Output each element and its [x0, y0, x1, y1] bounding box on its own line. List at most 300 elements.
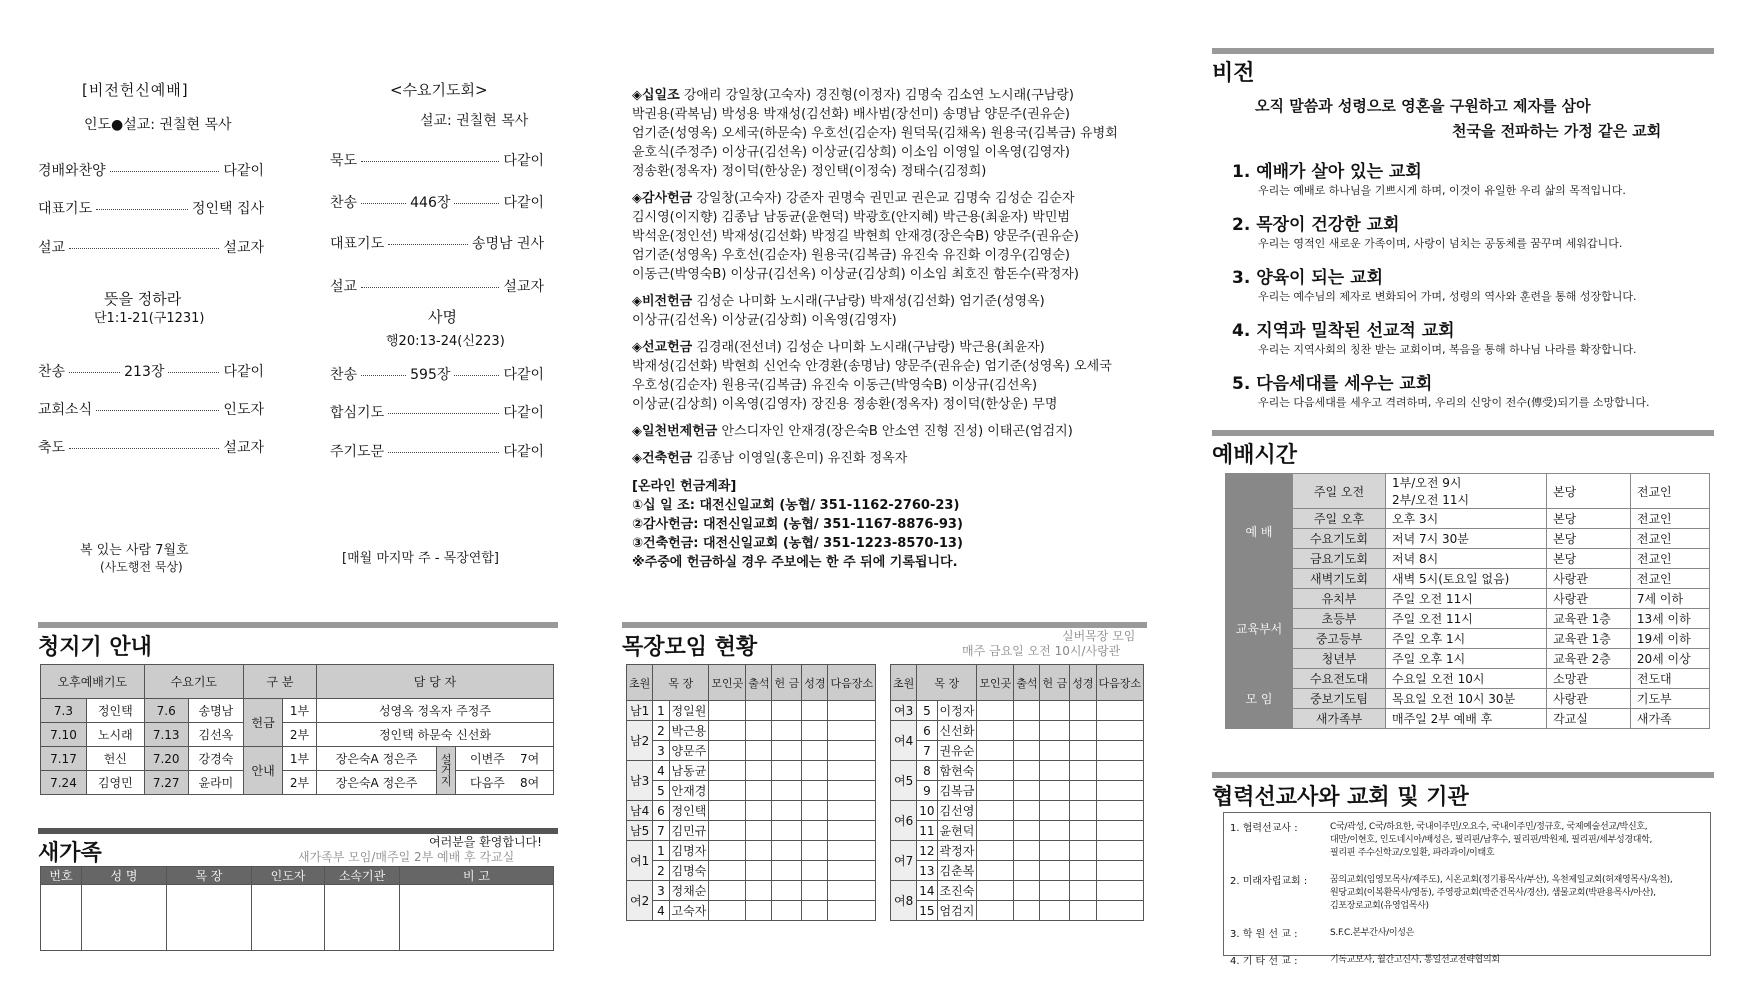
- mokjang-row: [627, 761, 876, 781]
- offering-line: [632, 143, 1152, 162]
- mokjang-entry-cell[interactable]: [1040, 761, 1070, 781]
- order-value: 다같이: [503, 444, 544, 460]
- order-item: [330, 150, 544, 170]
- offering-names: 우호성(김순자) 원용국(김복금) 유진숙 이동근(박영숙B) 이상규(김선옥): [632, 378, 1038, 393]
- offering-line: [632, 124, 1152, 143]
- offering-line: [632, 395, 1152, 414]
- mokjang-number: 7: [653, 821, 669, 841]
- worship-place: 각교실: [1547, 709, 1631, 729]
- sunday-footer-2: (사도행전 묵상): [100, 560, 183, 574]
- mokjang-entry-cell[interactable]: [709, 801, 746, 821]
- prayer-name: 노시래: [86, 723, 144, 747]
- worship-attendees: 전도대: [1630, 669, 1709, 689]
- missions-title: 협력선교사와 교회 및 기관: [1212, 785, 1469, 810]
- mokjang-leader: 양문주: [669, 741, 709, 761]
- leader-dots: [361, 375, 406, 376]
- mokjang-entry-cell[interactable]: [1070, 761, 1096, 781]
- worship-place: 본당: [1547, 474, 1631, 509]
- mokjang-silver-note: 실버목장 모임: [1062, 629, 1136, 643]
- mokjang-entry-cell[interactable]: [828, 701, 876, 721]
- header-person-in-charge: 담 당 자: [316, 665, 553, 699]
- mokjang-entry-cell[interactable]: [1014, 861, 1040, 881]
- mokjang-entry-cell[interactable]: [1014, 781, 1040, 801]
- nf-header-leader: 인도자: [252, 867, 325, 885]
- worship-time: 1부/오전 9시 2부/오전 11시: [1386, 474, 1547, 509]
- mission-line: 대만/이현호, 인도네시아/배성은, 필리핀/남후수, 필리핀/박원제, 필리핀/세부성경대학,: [1330, 835, 1653, 845]
- mokjang-entry-cell[interactable]: [709, 881, 746, 901]
- mokjang-entry-cell[interactable]: [709, 721, 746, 741]
- mokjang-group: 여6: [891, 801, 917, 841]
- mokjang-entry-cell[interactable]: [772, 721, 802, 741]
- mokjang-entry-cell[interactable]: [1014, 721, 1040, 741]
- mokjang-entry-cell[interactable]: [709, 761, 746, 781]
- order-value: 다같이: [223, 163, 264, 179]
- mokjang-entry-cell[interactable]: [746, 721, 772, 741]
- worship-row: [1226, 649, 1710, 669]
- wed-sermon-title: 사명: [428, 308, 457, 326]
- offering-head: ◈감사헌금: [632, 191, 693, 206]
- order-item: [38, 437, 264, 457]
- mokjang-entry-cell[interactable]: [977, 821, 1014, 841]
- mokjang-entry-cell[interactable]: [828, 721, 876, 741]
- mokjang-entry-cell[interactable]: [1040, 861, 1070, 881]
- mokjang-entry-cell[interactable]: [1096, 801, 1144, 821]
- order-value: 다같이: [503, 153, 544, 169]
- mokjang-number: 12: [917, 841, 937, 861]
- mokjang-leader: 김명자: [669, 841, 709, 861]
- mokjang-number: 3: [653, 881, 669, 901]
- mokjang-entry-cell[interactable]: [828, 801, 876, 821]
- mokjang-entry-cell[interactable]: [709, 861, 746, 881]
- offering-line: [632, 227, 1152, 246]
- mokjang-group: 여1: [627, 841, 653, 881]
- mokjang-entry-cell[interactable]: [1040, 801, 1070, 821]
- wed-preacher: 설교: 권칠현 목사: [420, 113, 529, 129]
- mokjang-entry-cell[interactable]: [1040, 841, 1070, 861]
- mokjang-schedule: 매주 금요일 오전 10시/사랑관: [962, 644, 1121, 658]
- mokjang-entry-cell[interactable]: [772, 801, 802, 821]
- header-wed-prayer: 수요기도: [144, 665, 243, 699]
- mokjang-entry-cell[interactable]: [1096, 861, 1144, 881]
- order-value: 정인택 집사: [191, 201, 264, 217]
- mokjang-row: [891, 721, 1144, 741]
- order-value: 다같이: [503, 195, 545, 211]
- mokjang-leader: 김명숙: [669, 861, 709, 881]
- mokjang-entry-cell[interactable]: [828, 781, 876, 801]
- online-account-line: ①십 일 조: 대전신일교회 (농협/ 351-1162-2760-23): [632, 498, 960, 513]
- order-label: 교회소식: [38, 402, 93, 418]
- offering-names: 김성순 나미화 노시래(구남랑) 박재성(김선화) 엄기준(성영옥): [696, 294, 1045, 309]
- offering-line: [632, 338, 1152, 357]
- mokjang-entry-cell[interactable]: [1014, 821, 1040, 841]
- mission-line: S.F.C.본부간사/이성은: [1330, 928, 1415, 938]
- mokjang-entry-cell[interactable]: [1014, 701, 1040, 721]
- worship-label: 주일 오후: [1293, 509, 1386, 529]
- mokjang-entry-cell[interactable]: [1070, 821, 1096, 841]
- prayer-name: 김선옥: [188, 723, 243, 747]
- mokjang-entry-cell[interactable]: [828, 861, 876, 881]
- mokjang-entry-cell[interactable]: [977, 801, 1014, 821]
- nf-header-mokjang: 목 장: [167, 867, 252, 885]
- mokjang-entry-cell[interactable]: [772, 841, 802, 861]
- mokjang-entry-cell[interactable]: [772, 821, 802, 841]
- mokjang-entry-cell[interactable]: [977, 781, 1014, 801]
- mokjang-entry-cell[interactable]: [828, 901, 876, 921]
- mokjang-entry-cell[interactable]: [977, 701, 1014, 721]
- offering-names: 안스디자인 안재경(장은숙B 안소연 진형 진성) 이태곤(엄검지): [721, 424, 1073, 439]
- vision-item-heading: 3. 양육이 되는 교회: [1232, 268, 1383, 288]
- worship-label: 수요전도대: [1293, 669, 1386, 689]
- mokjang-header-cell: 헌 금: [772, 665, 802, 701]
- offering-names: 정송환(정옥자) 정이덕(한상운) 정인택(이정숙) 정태수(김정희): [632, 164, 987, 179]
- vision-item-heading: 1. 예배가 살아 있는 교회: [1232, 162, 1422, 182]
- worship-row: [1226, 709, 1710, 729]
- mokjang-group: 남1: [627, 701, 653, 721]
- mokjang-entry-cell[interactable]: [802, 861, 828, 881]
- worship-row: [1226, 474, 1710, 509]
- vision-item: [1232, 157, 1717, 198]
- mokjang-entry-cell[interactable]: [746, 841, 772, 861]
- mokjang-header-cell: 성경: [802, 665, 828, 701]
- mokjang-entry-cell[interactable]: [746, 901, 772, 921]
- worship-times-header: [1212, 430, 1714, 466]
- mokjang-entry-cell[interactable]: [1070, 721, 1096, 741]
- mokjang-header-cell: 목 장: [653, 665, 709, 701]
- offering-line: [632, 189, 1152, 208]
- worship-attendees: 13세 이하: [1630, 609, 1709, 629]
- mokjang-number: 2: [653, 861, 669, 881]
- vision-item: [1232, 369, 1717, 410]
- mokjang-entry-cell[interactable]: [802, 901, 828, 921]
- worship-time: 주일 오후 1시: [1386, 629, 1547, 649]
- mokjang-row: [891, 901, 1144, 921]
- mokjang-entry-cell[interactable]: [1014, 761, 1040, 781]
- mokjang-entry-cell[interactable]: [772, 881, 802, 901]
- online-account-line: ②감사헌금: 대전신일교회 (농협/ 351-1167-8876-93): [632, 517, 963, 532]
- leader-dots: [454, 203, 499, 204]
- offering-line: [632, 449, 1152, 468]
- mokjang-leader: 조진숙: [937, 881, 977, 901]
- newfamily-subtitle: 새가족부 모임/매주일 2부 예배 후 각교실: [298, 850, 515, 864]
- newfamily-welcome: 여러분을 환영합니다!: [429, 835, 542, 849]
- offering-line: [632, 376, 1152, 395]
- mokjang-entry-cell[interactable]: [1014, 881, 1040, 901]
- mokjang-entry-cell[interactable]: [1040, 781, 1070, 801]
- mokjang-entry-cell[interactable]: [772, 701, 802, 721]
- vision-title: 비전: [1212, 61, 1255, 86]
- offering-names: 윤호식(주정주) 이상규(김선옥) 이상균(김상희) 이소임 이영일 이옥영(김영자): [632, 145, 1070, 160]
- mokjang-entry-cell[interactable]: [802, 701, 828, 721]
- worship-label: 수요기도회: [1293, 529, 1386, 549]
- mokjang-entry-cell[interactable]: [828, 741, 876, 761]
- mokjang-entry-cell[interactable]: [1070, 901, 1096, 921]
- dishwashing-name: 이변주: [469, 752, 505, 766]
- worship-row: [1226, 689, 1710, 709]
- mokjang-leader: 정인택: [669, 801, 709, 821]
- mokjang-entry-cell[interactable]: [1040, 881, 1070, 901]
- mokjang-entry-cell[interactable]: [1014, 801, 1040, 821]
- mokjang-entry-cell[interactable]: [802, 841, 828, 861]
- mokjang-entry-cell[interactable]: [772, 781, 802, 801]
- order-label: 찬송: [330, 195, 358, 211]
- mokjang-entry-cell[interactable]: [802, 721, 828, 741]
- order-label: 경배와찬양: [38, 163, 106, 179]
- mokjang-leader: 신선화: [937, 721, 977, 741]
- vision-motto-1: 오직 말씀과 성령으로 영혼을 구원하고 제자를 삼아: [1255, 97, 1591, 115]
- guide-label: 안내: [244, 747, 283, 795]
- mokjang-row: [891, 701, 1144, 721]
- mokjang-entry-cell[interactable]: [746, 701, 772, 721]
- mokjang-entry-cell[interactable]: [1070, 801, 1096, 821]
- mokjang-leader: 권유순: [937, 741, 977, 761]
- offering-label: 헌금: [244, 699, 283, 747]
- mokjang-number: 3: [653, 741, 669, 761]
- mokjang-leader: 박근용: [669, 721, 709, 741]
- mokjang-entry-cell[interactable]: [746, 801, 772, 821]
- worship-label: 주일 오전: [1293, 474, 1386, 509]
- order-item: [330, 364, 544, 384]
- mokjang-entry-cell[interactable]: [977, 881, 1014, 901]
- mokjang-entry-cell[interactable]: [709, 901, 746, 921]
- mokjang-entry-cell[interactable]: [1070, 881, 1096, 901]
- order-item: [38, 160, 264, 180]
- mokjang-entry-cell[interactable]: [977, 741, 1014, 761]
- order-item: [330, 233, 544, 253]
- vision-item-heading: 4. 지역과 밀착된 선교적 교회: [1232, 321, 1455, 341]
- worship-time: 주일 오후 1시: [1386, 649, 1547, 669]
- prayer-date: 7.10: [41, 723, 87, 747]
- mokjang-entry-cell[interactable]: [1070, 781, 1096, 801]
- mokjang-entry-cell[interactable]: [1096, 741, 1144, 761]
- vision-item-desc: 우리는 영적인 새로운 가족이며, 사랑이 넘치는 공동체를 꿈꾸며 세워갑니다.: [1258, 237, 1623, 250]
- offering-names: 이상규(김선옥) 이상균(김상희) 이옥영(김영자): [632, 313, 897, 328]
- mokjang-entry-cell[interactable]: [802, 821, 828, 841]
- mokjang-entry-cell[interactable]: [1040, 721, 1070, 741]
- guide-team-1: 장은숙A 정은주: [316, 747, 436, 771]
- mokjang-entry-cell[interactable]: [709, 821, 746, 841]
- dishwashing-label: 설거지: [437, 747, 456, 795]
- worship-label: 초등부: [1293, 609, 1386, 629]
- prayer-date: 7.24: [41, 771, 87, 795]
- mokjang-entry-cell[interactable]: [1070, 741, 1096, 761]
- mokjang-row: [627, 781, 876, 801]
- order-item: [38, 361, 264, 381]
- wed-sermon-ref: 행20:13-24(신223): [386, 334, 505, 349]
- mokjang-number: 15: [917, 901, 937, 921]
- online-account-line: ③건축헌금: 대전신일교회 (농협/ 351-1223-8570-13): [632, 536, 963, 551]
- order-label: 찬송: [38, 364, 66, 380]
- offering-names: 엄기준(성영옥) 우호선(김순자) 원용국(김복금) 유진숙 유진화 이경우(김영순): [632, 248, 1070, 263]
- mokjang-entry-cell[interactable]: [802, 761, 828, 781]
- newfamily-title: 새가족: [38, 841, 102, 866]
- mokjang-entry-cell[interactable]: [977, 841, 1014, 861]
- mokjang-entry-cell[interactable]: [709, 701, 746, 721]
- mokjang-entry-cell[interactable]: [1040, 821, 1070, 841]
- order-hymn: 213장: [124, 364, 165, 380]
- offering-block: [632, 338, 1152, 414]
- offering-line: [632, 86, 1152, 105]
- mokjang-number: 7: [917, 741, 937, 761]
- part-label: 1부: [283, 747, 317, 771]
- leader-dots: [454, 375, 499, 376]
- mokjang-entry-cell[interactable]: [1096, 721, 1144, 741]
- mission-line: 원당교회(이복환목사/영동), 주영광교회(박준건목사/경산), 샘물교회(박판용목사/아산),: [1330, 888, 1656, 898]
- mokjang-row: [627, 801, 876, 821]
- mokjang-header-cell: 모인곳: [977, 665, 1014, 701]
- mokjang-entry-cell[interactable]: [772, 901, 802, 921]
- worship-label: 중보기도팀: [1293, 689, 1386, 709]
- offering-head: ◈십일조: [632, 88, 680, 103]
- order-value: 송명남 권사: [471, 236, 544, 252]
- mokjang-entry-cell[interactable]: [1040, 901, 1070, 921]
- offering-names: 이상균(김상희) 이옥영(김영자) 장진용 정송환(정옥자) 정이덕(한상운) 무명: [632, 397, 1058, 412]
- sunday-footer-1: 복 있는 사람 7월호: [80, 543, 189, 558]
- sunday-sermon-title: 뜻을 정하라: [104, 290, 182, 308]
- mokjang-entry-cell[interactable]: [1070, 701, 1096, 721]
- mokjang-number: 8: [917, 761, 937, 781]
- offering-names: 김경래(전선녀) 김성순 나미화 노시래(구남랑) 박근용(최윤자): [696, 340, 1045, 355]
- worship-label: 유치부: [1293, 589, 1386, 609]
- dishwashing-group: 8여: [520, 776, 540, 790]
- offering-head: ◈일천번제헌금: [632, 424, 718, 439]
- offering-head: ◈비전헌금: [632, 294, 693, 309]
- order-item: [38, 399, 264, 419]
- mokjang-entry-cell[interactable]: [1096, 701, 1144, 721]
- prayer-date: 7.6: [144, 699, 188, 723]
- order-value: 다같이: [223, 364, 265, 380]
- mokjang-entry-cell[interactable]: [746, 881, 772, 901]
- mokjang-entry-cell[interactable]: [1096, 761, 1144, 781]
- mokjang-entry-cell[interactable]: [828, 881, 876, 901]
- mokjang-entry-cell[interactable]: [709, 781, 746, 801]
- worship-time: 주일 오전 11시: [1386, 589, 1547, 609]
- mokjang-group: 여7: [891, 841, 917, 881]
- mokjang-row: [627, 741, 876, 761]
- sunday-preacher: 인도●설교: 권칠현 목사: [84, 117, 232, 133]
- mokjang-entry-cell[interactable]: [746, 741, 772, 761]
- order-label: 찬송: [330, 367, 358, 383]
- mokjang-entry-cell[interactable]: [1096, 901, 1144, 921]
- mokjang-number: 2: [653, 721, 669, 741]
- mokjang-entry-cell[interactable]: [977, 761, 1014, 781]
- mokjang-row: [627, 721, 876, 741]
- leader-dots: [69, 248, 219, 249]
- mokjang-entry-cell[interactable]: [802, 881, 828, 901]
- offering-names: 박권용(곽복님) 박성용 박재성(김선화) 배사범(장선미) 송명남 양문주(권유순): [632, 107, 1070, 122]
- order-label: 합심기도: [330, 405, 385, 421]
- mokjang-entry-cell[interactable]: [772, 741, 802, 761]
- mokjang-group: 여2: [627, 881, 653, 921]
- mokjang-entry-cell[interactable]: [977, 901, 1014, 921]
- mokjang-entry-cell[interactable]: [772, 761, 802, 781]
- mokjang-entry-cell[interactable]: [828, 821, 876, 841]
- mokjang-number: 6: [917, 721, 937, 741]
- mokjang-leader: 엄검지: [937, 901, 977, 921]
- mokjang-entry-cell[interactable]: [1096, 821, 1144, 841]
- worship-place: 소망관: [1547, 669, 1631, 689]
- mokjang-leader: 김민규: [669, 821, 709, 841]
- mokjang-header-cell: 출석: [746, 665, 772, 701]
- mokjang-leader: 정일원: [669, 701, 709, 721]
- mokjang-group: 남3: [627, 761, 653, 801]
- offering-line: [632, 422, 1152, 441]
- offering-line: [632, 311, 1152, 330]
- worship-times-table: [1225, 473, 1710, 729]
- order-label: 설교: [38, 240, 66, 256]
- mokjang-entry-cell[interactable]: [802, 801, 828, 821]
- mokjang-entry-cell[interactable]: [1014, 901, 1040, 921]
- mokjang-entry-cell[interactable]: [709, 841, 746, 861]
- mokjang-entry-cell[interactable]: [1096, 841, 1144, 861]
- mokjang-entry-cell[interactable]: [802, 781, 828, 801]
- worship-row: [1226, 609, 1710, 629]
- mokjang-leader: 이정자: [937, 701, 977, 721]
- mokjang-entry-cell[interactable]: [1040, 701, 1070, 721]
- worship-group-label: 예 배: [1226, 474, 1293, 589]
- prayer-date: 7.3: [41, 699, 87, 723]
- mokjang-entry-cell[interactable]: [746, 761, 772, 781]
- online-account-title: [온라인 헌금계좌]: [632, 479, 737, 494]
- leader-dots: [361, 287, 499, 288]
- order-label: 묵도: [330, 153, 358, 169]
- mokjang-row: [891, 801, 1144, 821]
- mokjang-entry-cell[interactable]: [1014, 841, 1040, 861]
- mokjang-entry-cell[interactable]: [977, 721, 1014, 741]
- mokjang-entry-cell[interactable]: [1070, 841, 1096, 861]
- mokjang-entry-cell[interactable]: [1070, 861, 1096, 881]
- mokjang-entry-cell[interactable]: [772, 861, 802, 881]
- mokjang-leader: 고숙자: [669, 901, 709, 921]
- leader-dots: [69, 372, 120, 373]
- order-label: 설교: [330, 279, 358, 295]
- prayer-name: 송명남: [188, 699, 243, 723]
- mokjang-entry-cell[interactable]: [1096, 781, 1144, 801]
- worship-place: 사랑관: [1547, 569, 1631, 589]
- mokjang-group: 남4: [627, 801, 653, 821]
- sunday-worship-title: [비전헌신예배]: [82, 81, 189, 99]
- offering-block: [632, 422, 1152, 441]
- mokjang-entry-cell[interactable]: [746, 781, 772, 801]
- mission-label: 2. 미래자립교회 :: [1230, 876, 1308, 887]
- leader-dots: [361, 161, 499, 162]
- order-value: 다같이: [503, 405, 544, 421]
- mokjang-entry-cell[interactable]: [1014, 741, 1040, 761]
- offering-line: [632, 265, 1152, 284]
- mokjang-entry-cell[interactable]: [828, 841, 876, 861]
- offering-block: [632, 189, 1152, 284]
- mokjang-entry-cell[interactable]: [828, 761, 876, 781]
- mokjang-entry-cell[interactable]: [1096, 881, 1144, 901]
- mokjang-entry-cell[interactable]: [977, 861, 1014, 881]
- mokjang-row: [891, 761, 1144, 781]
- part-label: 2부: [283, 723, 317, 747]
- vision-item-desc: 우리는 예배로 하나님을 기쁘시게 하며, 이것이 유일한 우리 삶의 목적입니다.: [1258, 184, 1626, 197]
- prayer-date: 7.17: [41, 747, 87, 771]
- mokjang-entry-cell[interactable]: [802, 741, 828, 761]
- order-value: 인도자: [223, 402, 264, 418]
- mokjang-entry-cell[interactable]: [746, 821, 772, 841]
- worship-row: [1226, 669, 1710, 689]
- mokjang-row: [627, 701, 876, 721]
- mission-label: 3. 학 원 선 교 :: [1230, 929, 1298, 940]
- mokjang-entry-cell[interactable]: [709, 741, 746, 761]
- order-value: 설교자: [223, 440, 264, 456]
- header-category: 구 분: [244, 665, 317, 699]
- mokjang-entry-cell[interactable]: [746, 861, 772, 881]
- worship-attendees: 19세 이하: [1630, 629, 1709, 649]
- mokjang-entry-cell[interactable]: [1040, 741, 1070, 761]
- vision-list: [1232, 157, 1717, 422]
